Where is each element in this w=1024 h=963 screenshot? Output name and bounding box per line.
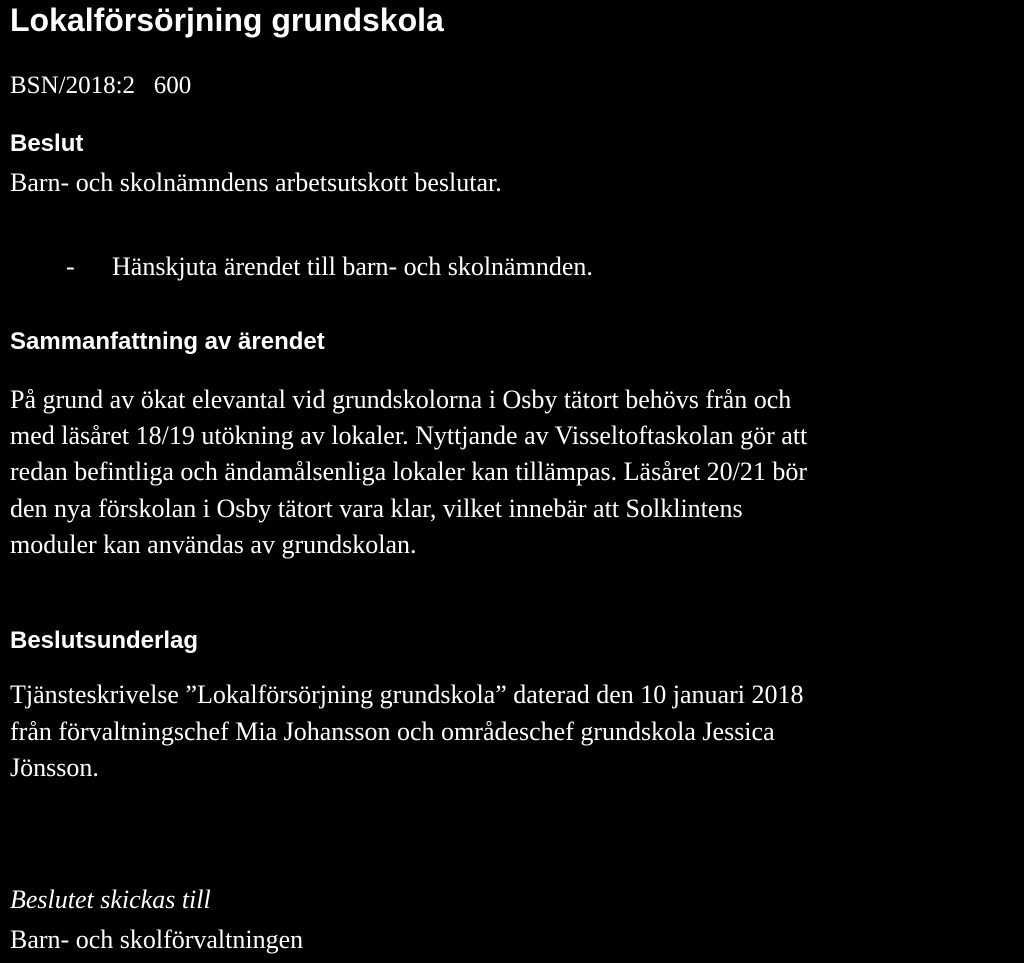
- summary-line: den nya förskolan i Osby tätort vara klar, vilket innebär att Solklintens: [10, 494, 743, 523]
- summary-line: med läsåret 18/19 utökning av lokaler. Nyttjande av Visseltoftaskolan gör att: [10, 421, 808, 450]
- basis-heading: Beslutsunderlag: [10, 627, 199, 654]
- summary-line: På grund av ökat elevantal vid grundskolorna i Osby tätort behövs från och: [10, 385, 792, 414]
- decision-bullet-marker: -: [66, 252, 75, 281]
- summary-heading: Sammanfattning av ärendet: [10, 328, 325, 355]
- distribution-recipient: Barn- och skolförvaltningen: [10, 925, 304, 954]
- document-title: Lokalförsörjning grundskola: [10, 2, 444, 38]
- decision-intro-text: Barn- och skolnämndens arbetsutskott beslutar.: [10, 168, 502, 197]
- basis-line: Tjänsteskrivelse ”Lokalförsörjning grundskola” daterad den 10 januari 2018: [10, 680, 804, 709]
- case-reference-number: BSN/2018:2 600: [10, 72, 192, 99]
- basis-line: från förvaltningschef Mia Johansson och områdeschef grundskola Jessica: [10, 717, 775, 746]
- decision-heading: Beslut: [10, 130, 84, 157]
- decision-bullet-text: Hänskjuta ärendet till barn- och skolnämnden.: [112, 252, 593, 281]
- summary-line: moduler kan användas av grundskolan.: [10, 530, 417, 559]
- distribution-heading: Beslutet skickas till: [10, 885, 211, 914]
- basis-line: Jönsson.: [10, 753, 99, 782]
- summary-line: redan befintliga och ändamålsenliga lokaler kan tillämpas. Läsåret 20/21 bör: [10, 457, 808, 486]
